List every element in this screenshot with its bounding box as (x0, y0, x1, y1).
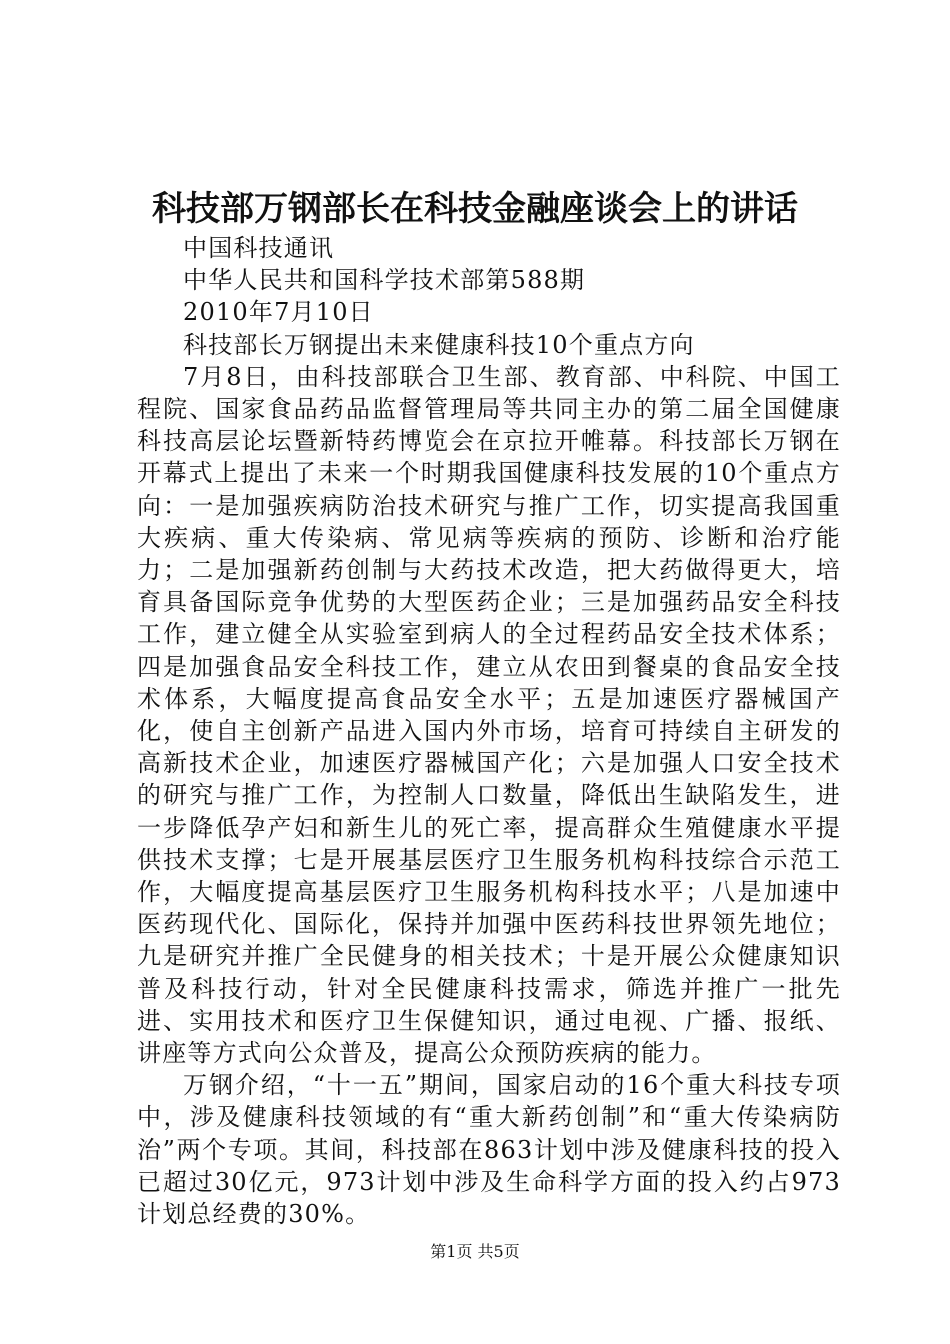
header-line-headline: 科技部长万钢提出未来健康科技10个重点方向 (183, 330, 695, 359)
header-line-issue: 中华人民共和国科学技术部第588期 (183, 266, 586, 295)
body-paragraph: 万钢介绍，“十一五”期间，国家启动的16个重大科技专项中，涉及健康科技领域的有“重大新药创制”和“重大传染病防治”两个专项。其间，科技部在863计划中涉及健康科技的投入已超过30亿元，973计划中涉及生命科学方面的投入约占973计划总经费的30%。 (137, 1071, 841, 1229)
document-body (137, 232, 841, 1230)
body-paragraph: 7月8日，由科技部联合卫生部、教育部、中科院、中国工程院、国家食品药品监督管理局等共同主办的第二届全国健康科技高层论坛暨新特药博览会在京拉开帷幕。科技部长万钢在开幕式上提出了未来一个时期我国健康科技发展的10个重点方向：一是加强疾病防治技术研究与推广工作，切实提高我国重大疾病、重大传染病、常见病等疾病的预防、诊断和治疗能力；二是加强新药创制与大药技术改造，把大药做得更大，培育具备国际竞争优势的大型医药企业；三是加强药品安全科技工作，建立健全从实验室到病人的全过程药品安全技术体系；四是加强食品安全科技工作，建立从农田到餐桌的食品安全技术体系，大幅度提高食品安全水平；五是加速医疗器械国产化，使自主创新产品进入国内外市场，培育可持续自主研发的高新技术企业，加速医疗器械国产化；六是加强人口安全技术的研究与推广工作，为控制人口数量，降低出生缺陷发生，进一步降低孕产妇和新生儿的死亡率，提高群众生殖健康水平提供技术支撑；七是开展基层医疗卫生服务机构科技综合示范工作，大幅度提高基层医疗卫生服务机构科技水平；八是加速中医药现代化、国际化，保持并加强中医药科技世界领先地位；九是研究并推广全民健身的相关技术；十是开展公众健康知识普及科技行动，针对全民健康科技需求，筛选并推广一批先进、实用技术和医疗卫生保健知识，通过电视、广播、报纸、讲座等方式向公众普及，提高公众预防疾病的能力。 (137, 362, 841, 1068)
header-line-date: 2010年7月10日 (183, 298, 374, 327)
page-footer: 第1页 共5页 (430, 1242, 520, 1261)
document-title: 科技部万钢部长在科技金融座谈会上的讲话 (152, 189, 798, 229)
header-line-source: 中国科技通讯 (183, 234, 335, 262)
